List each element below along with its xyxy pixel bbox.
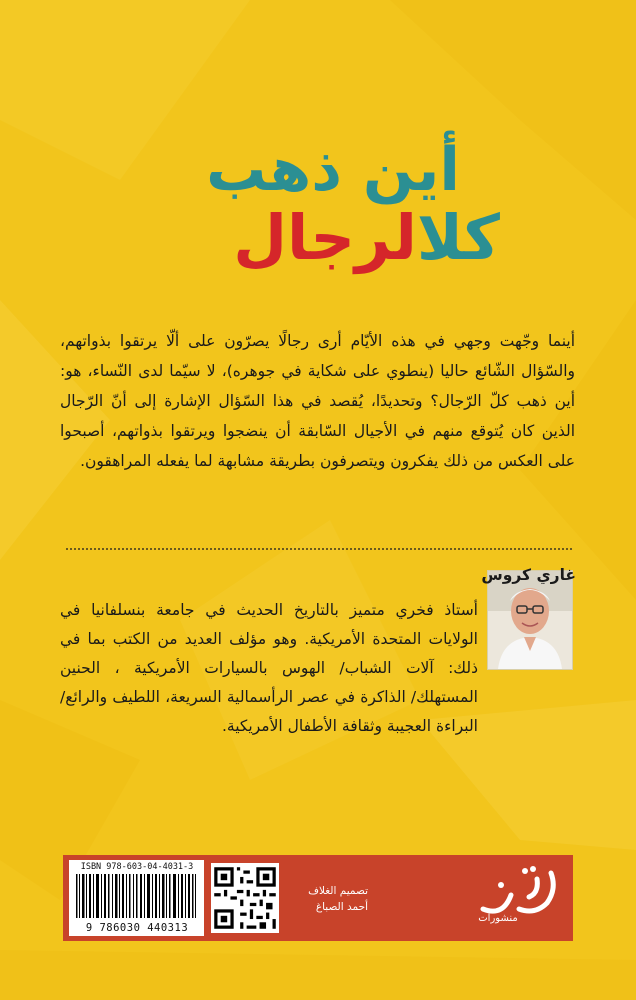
back-cover-blurb: أينما وجّهت وجهي في هذه الأيّام أرى رجالًا يصرّون على ألّا يرتقوا بذواتهم، والسّؤال الشّائع حاليا (ينطوي على شكاية في جوهره)، لا سيّما لدى النّساء، هو: أين ذهب كلّ الرّجال؟ وتحديدًا، يُقصد في هذا السّؤال الإشارة إلى أنّ الرّجال الذين كان يُتوقع منهم في الأجيال السّابقة أن ينضجوا ويرتقوا بذواتهم، أصبحوا على العكس من ذلك يفكرون ويتصرفون بطريقة مشابهة لما يفعله المراهقون. xyxy=(60,332,575,470)
book-title xyxy=(130,130,500,280)
cover-design-label: تصميم الغلاف xyxy=(308,885,368,897)
isbn-label: ISBN 978-603-04-4031-3 xyxy=(80,862,194,872)
publisher-label: منشورات xyxy=(478,913,518,924)
title-line-2 xyxy=(233,196,500,280)
footer-bar xyxy=(63,855,573,941)
qr-code-icon xyxy=(211,863,279,933)
barcode-digits: 9 786030 440313 xyxy=(85,922,189,934)
cover-design-credit xyxy=(288,883,368,915)
publisher-logo-icon xyxy=(473,859,563,939)
author-photo xyxy=(487,570,573,670)
author-bio: أستاذ فخري متميز بالتاريخ الحديث في جامعة بنسلفانيا في الولايات المتحدة الأمريكية. وهو مؤلف العديد من الكتب بما في ذلك: آلات الشباب/ الهوس بالسيارات الأمريكية ، الحنين المستهلك/ الذاكرة في عصر الرأسمالية السريعة، اللطيف والرائع/ البراءة العجيبة وثقافة الأطفال الأمريكية. xyxy=(60,601,478,735)
cover-designer-name: أحمد الصباغ xyxy=(315,901,368,913)
title-word-kull: كل xyxy=(416,201,500,274)
barcode-icon xyxy=(74,874,199,918)
qr-code xyxy=(211,863,279,933)
author-name: غاري كروس xyxy=(481,566,576,584)
author-portrait-icon xyxy=(488,571,572,669)
barcode xyxy=(69,860,204,936)
title-word-alrijal: الرجال xyxy=(233,201,417,274)
title-line-1: أين ذهب xyxy=(206,135,460,205)
dotted-divider xyxy=(66,548,572,550)
